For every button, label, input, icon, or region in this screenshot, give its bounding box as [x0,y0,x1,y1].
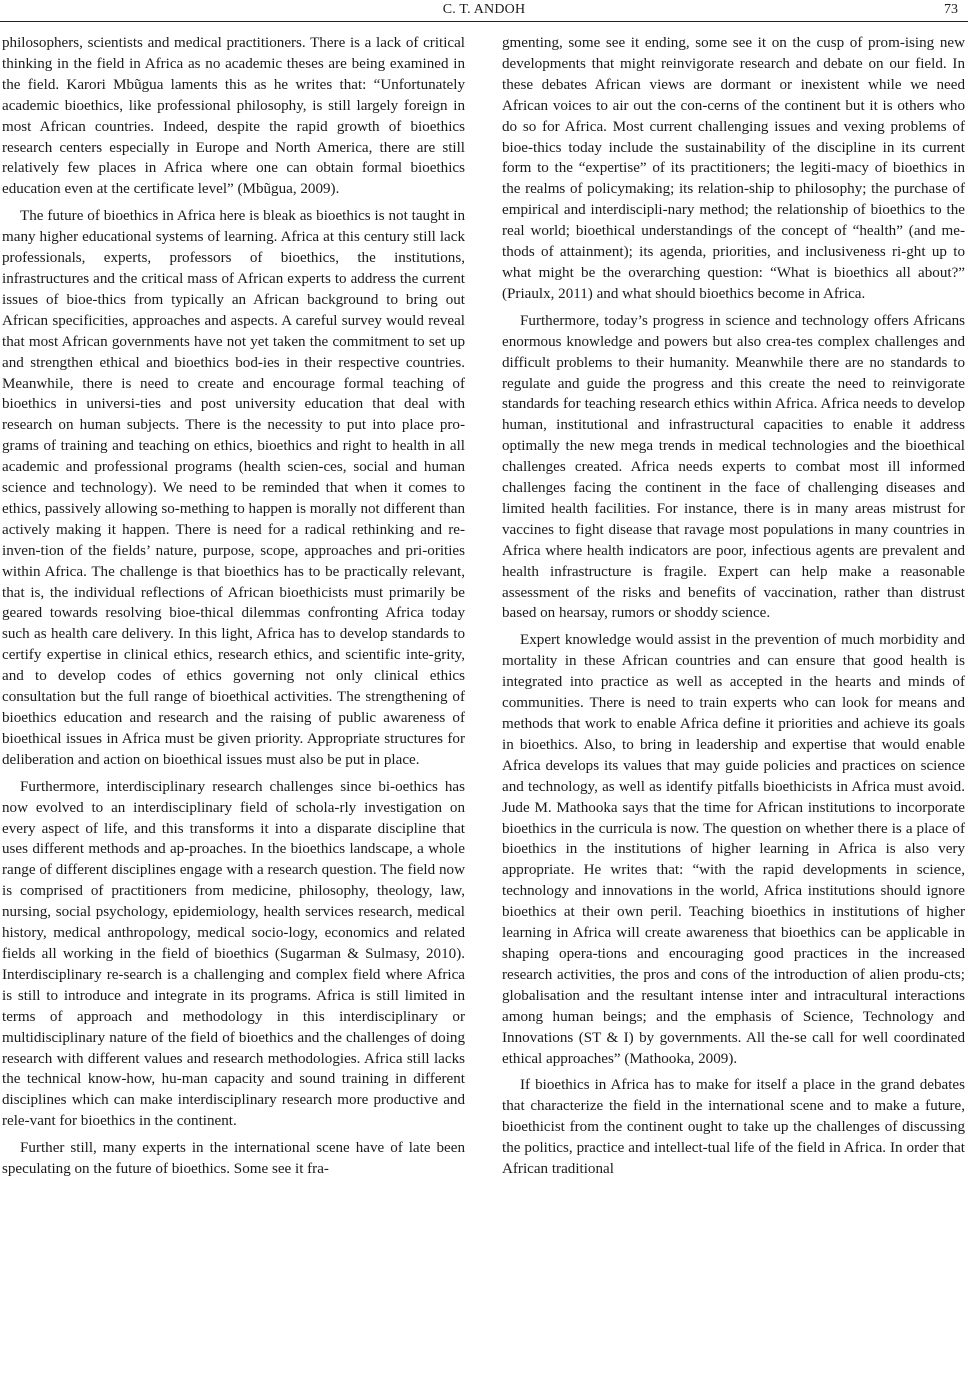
paragraph: The future of bioethics in Africa here is bleak as bioethics is not taught in many higher educational systems of learning. Africa at this century still lack professionals, experts, professors of bioethics, the institutions, infrastructures and the critical mass of African experts to address the current issues of bioe-thics from typically an African background to bring out African specificities, approaches and aspects. A careful survey would reveal that most African governments have not yet taken the commitment to set up and strengthen ethical and bioethics bod-ies in their respective countries. Meanwhile, there is need to create and encourage formal teaching of bioethics in universi-ties and post university education that deal with research on human subjects. There is the necessity to put into place pro-grams of training and teaching on ethics, bioethics and right to health in all academic and professional programs (health scien-ces, social and human science and technology). We need to be reminded that when it comes to ethics, passively allowing so-mething to happen is morally not different than actively making it happen. There is need for a radical rethinking and re-inven-tion of the fields’ nature, purpose, scope, approaches and pri-orities within Africa. The challenge is that bioethics has to be practically relevant, that is, the individual reflections of African bioethicists must primarily be geared towards resolving bioe-thical dilemmas confronting Africa today such as health care delivery. In this light, Africa has to develop standards to certify expertise in clinical ethics, research ethics, and scientific inte-grity, and to develop codes of ethics governing not only clinical ethics consultation but the full range of bioethical activities. The strengthening of bioethics education and research and the raising of public awareness of bioethical issues in Africa must be given priority. Appropriate structures for deliberation and action on bioethical issues must also be put in place. [2,208,465,768]
running-header [0,0,968,22]
left-column [2,33,465,1186]
paragraph: Expert knowledge would assist in the prevention of much morbidity and mortality in these African countries and can ensure that good health is integrated into practice as well as accepted in the hearts and minds of communities. There is need to train experts who can look for means and methods that work to enable Africa define it priorities and achieve its goals in bioethics. Also, to bring in leadership and expertise that would enable Africa develops its values that may guide policies and practices on science and technology, as well as identify pitfalls bioethicists in Africa must avoid. Jude M. Mathooka says that the time for African institutions to incorporate bioethics in the curricula is now. The question on whether there is a place of bioethics in the institutions of higher learning in Africa is also very appropriate. He writes that: “with the rapid developments in science, technology and innovations in the world, Africa institutions should ignore bioethics at their own peril. Teaching bioethics in institutions of higher learning in Africa will create awareness that bioethics can be applicable in shaping opera-tions and encouraging good practices in the increased research activities, the pros and cons of the introduction of alien produ-cts; globalisation and the resultant intense inter and intracultural interactions among human beings; and the emphasis of Science, Technology and Innovations (ST & I) by governments. All the-se call for well coordinated ethical approaches” (Mathooka, 2009). [502,632,965,1067]
paragraph: philosophers, scientists and medical practitioners. There is a lack of critical thinking in the field in Africa as no academic theses are being examined in the field. Karori Mbũgua laments this as he writes that: “Unfortunately academic bioethics, like professional philosophy, is still largely foreign in most African countries. Indeed, despite the rapid growth of bioethics research centers especially in Europe and North America, there are still relatively few places in Africa where one can obtain formal bioethics education even at the certificate level” (Mbũgua, 2009). [2,35,465,198]
paragraph: Further still, many experts in the international scene have of late been speculating on the future of bioethics. Some see it fra- [2,1140,465,1178]
header-rule [0,21,968,22]
page-number: 73 [944,2,958,17]
paragraph: Furthermore, interdisciplinary research challenges since bi-oethics has now evolved to an interdisciplinary field of schola-rly investigation on every aspect of life, and this transforms it into a disparate discipline that uses different methods and ap-proaches. In the bioethics landscape, a whole range of different disciplines engage with a research question. The field now is comprised of practitioners from medicine, philosophy, theology, law, nursing, social psychology, epidemiology, health services research, medical history, medical anthropology, medical socio-logy, economics and related fields all working in the field of bioethics (Sugarman & Sulmasy, 2010). Interdisciplinary re-search is a challenging and complex field where Africa is still to introduce and integrate in its programs. Africa is still limited in terms of approach and methodology in this interdisciplinary or multidisciplinary nature of the field of bioethics and the challenges of doing research with different values and research methodologies. Africa still lacks the technical know-how, hu-man capacity and sound training in different disciplines which can make interdisciplinary research more productive and rele-vant for bioethics in the continent. [2,778,465,1130]
paragraph: Furthermore, today’s progress in science and technology offers Africans enormous knowledge and powers but also crea-tes complex challenges and difficult problems to their humanity. Meanwhile there are no standards to regulate and guide the progress and this create the need to reinvigorate standards for teaching research ethics within Africa. Africa needs to develop human, institutional and infrastructural capacities to enable it address optimally the new mega trends in medical technologies and the bioethical challenges created. Africa needs experts to combat most ill informed challenges facing the continent in the face of challenging diseases and limited health facilities. For instance, there is in many areas mistrust for vaccines to fight disease that ravage most populations in many countries in Africa where health indicators are poor, infectious agents are prevalent and health infrastructure is fragile. Expert can help make a reasonable assessment of the risks and benefits of vaccination, rather than distrust based on hearsay, rumors or shoddy science. [502,312,965,622]
right-column [502,33,965,1186]
header-author: C. T. ANDOH [442,2,526,17]
paragraph: If bioethics in Africa has to make for itself a place in the grand debates that characterize the field in the international scene and to make a future, bioethicist from the continent ought to take up the challenges of discussing the politics, practice and intellect-tual life of the field in Africa. In order that African traditional [502,1077,965,1178]
paragraph: gmenting, some see it ending, some see it on the cusp of prom-ising new developments that might reinvigorate research and debate on our field. In these debates African views are dormant or inexistent while we need African voices to air out the con-cerns of the continent but it is others who do so for Africa. Most current challenging issues and vexing problems of bioe-thics today include the sustainability of the discipline in its current form to the “expertise” of its practitioners; the legiti-macy of bioethics in the realms of policymaking; its relation-ship to philosophy; the purchase of empirical and interdiscipli-nary method; the relationship of bioethics to the real world; bioethical understandings of the concept of “health” (and me-thods of attainment); its agenda, priorities, and inclusiveness ri-ght up to what might be the overarching question: “What is bioethics all about?” (Priaulx, 2011) and what should bioethics become in Africa. [502,35,965,302]
